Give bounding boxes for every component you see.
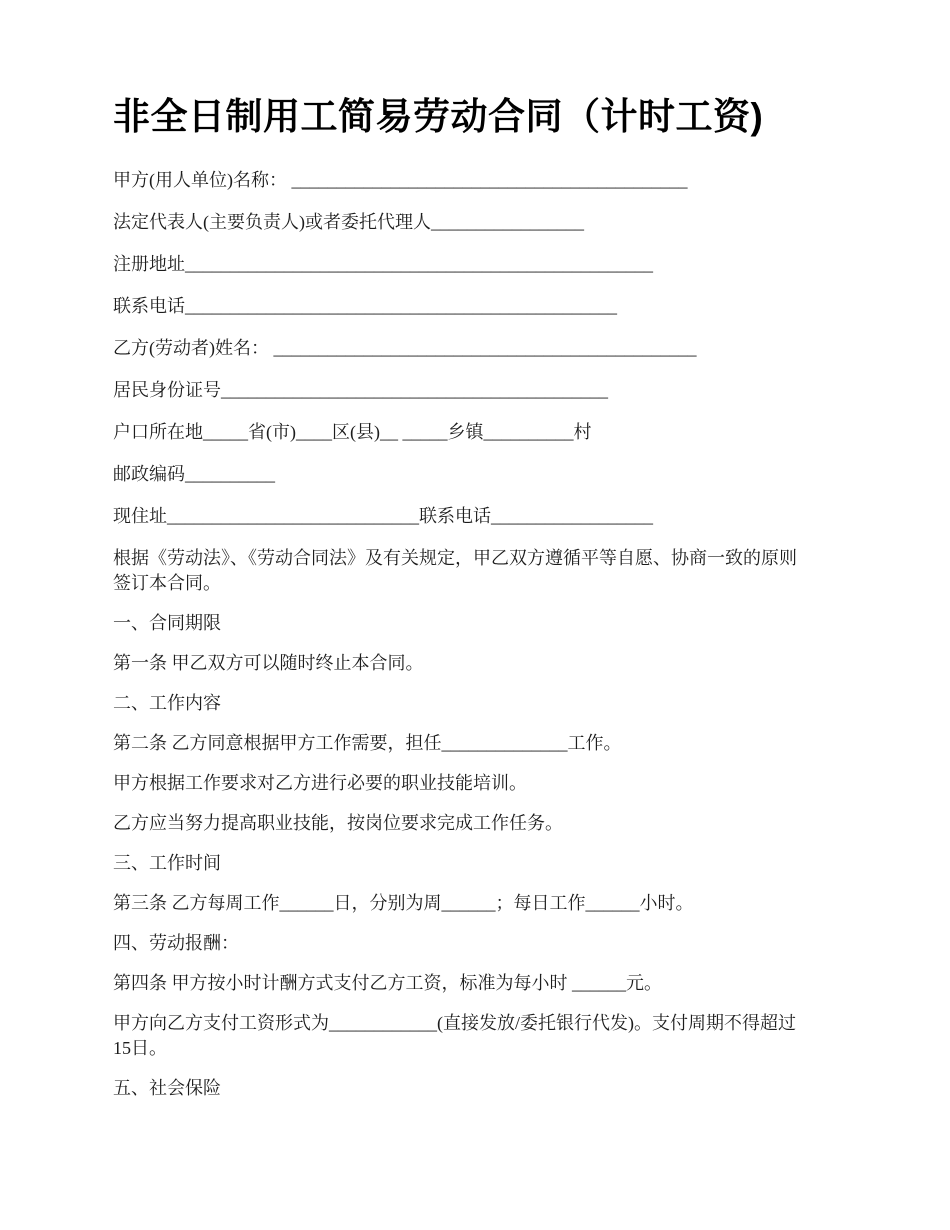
heading-section-5-social-insurance: 五、社会保险 bbox=[113, 1078, 221, 1098]
para-worker-duty: 乙方应当努力提高职业技能，按岗位要求完成工作任务。 bbox=[113, 813, 563, 833]
clause-3: 第三条 乙方每周工作______日，分别为周______；每日工作______小时。 bbox=[113, 893, 694, 913]
field-legal-representative: 法定代表人(主要负责人)或者委托代理人_________________ bbox=[113, 212, 584, 232]
heading-section-3-work-hours: 三、工作时间 bbox=[113, 853, 221, 873]
para-training: 甲方根据工作要求对乙方进行必要的职业技能培训。 bbox=[113, 773, 527, 793]
field-postal-code: 邮政编码__________ bbox=[113, 464, 275, 484]
heading-section-4-remuneration: 四、劳动报酬： bbox=[113, 933, 239, 953]
field-household-registration: 户口所在地_____省(市)____区(县)__ _____乡镇__________村 bbox=[113, 422, 592, 442]
para-payment-method: 甲方向乙方支付工资形式为____________(直接发放/委托银行代发)。支付周期不得超过 bbox=[113, 1013, 796, 1033]
field-current-address-phone: 现住址____________________________联系电话__________________ bbox=[113, 506, 653, 526]
field-company-name: 甲方(用人单位)名称： ____________________________________________ bbox=[113, 170, 688, 190]
clause-4: 第四条 甲方按小时计酬方式支付乙方工资，标准为每小时 ______元。 bbox=[113, 973, 662, 993]
field-worker-name: 乙方(劳动者)姓名： _______________________________________________ bbox=[113, 338, 697, 358]
clause-2: 第二条 乙方同意根据甲方工作需要，担任______________工作。 bbox=[113, 733, 622, 753]
field-company-phone: 联系电话________________________________________________ bbox=[113, 296, 617, 316]
clause-1: 第一条 甲乙双方可以随时终止本合同。 bbox=[113, 653, 424, 673]
field-registered-address: 注册地址____________________________________________________ bbox=[113, 254, 653, 274]
heading-section-1-contract-term: 一、合同期限 bbox=[113, 613, 221, 633]
para-preamble: 根据《劳动法》、《劳动合同法》及有关规定，甲乙双方遵循平等自愿、协商一致的原则 bbox=[113, 548, 797, 568]
heading-section-2-work-content: 二、工作内容 bbox=[113, 693, 221, 713]
para-payment-method-cont: 15日。 bbox=[113, 1038, 167, 1058]
para-preamble-cont: 签订本合同。 bbox=[113, 573, 221, 593]
field-id-number: 居民身份证号___________________________________________ bbox=[113, 380, 608, 400]
document-title: 非全日制用工简易劳动合同（计时工资) bbox=[113, 96, 764, 137]
